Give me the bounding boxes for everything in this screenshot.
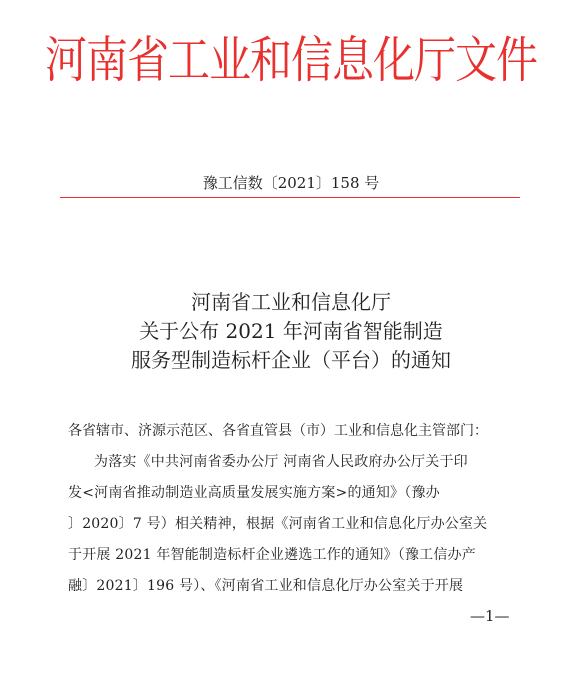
page-number: —1—	[470, 607, 510, 625]
notice-title-line-3: 服务型制造标杆企业（平台）的通知	[131, 348, 451, 372]
body-line-3: 〕2020〕7 号）相关精神，根据《河南省工业和信息化厅办公室关	[68, 516, 488, 532]
body-line-2: 发<河南省推动制造业高质量发展实施方案>的通知》（豫办	[68, 485, 440, 501]
document-number: 豫工信数〔2021〕158 号	[202, 174, 380, 192]
red-divider-line	[60, 197, 520, 198]
notice-title	[0, 288, 582, 375]
salutation-line: 各省辖市、济源示范区、各省直管县（市）工业和信息化主管部门：	[68, 423, 488, 439]
body-line-1: 为落实《中共河南省委办公厅 河南省人民政府办公厅关于印	[94, 454, 468, 470]
notice-title-line-1: 河南省工业和信息化厅	[191, 290, 391, 314]
notice-title-line-2: 关于公布 2021 年河南省智能制造	[139, 319, 443, 343]
body-line-4: 于开展 2021 年智能制造标杆企业遴选工作的通知》（豫工信办产	[68, 547, 476, 563]
issuer-header-title: 河南省工业和信息化厅文件	[44, 31, 537, 89]
body-line-5: 融〕2021〕196 号）、《河南省工业和信息化厅办公室关于开展	[68, 578, 464, 594]
body-paragraph	[68, 452, 528, 607]
